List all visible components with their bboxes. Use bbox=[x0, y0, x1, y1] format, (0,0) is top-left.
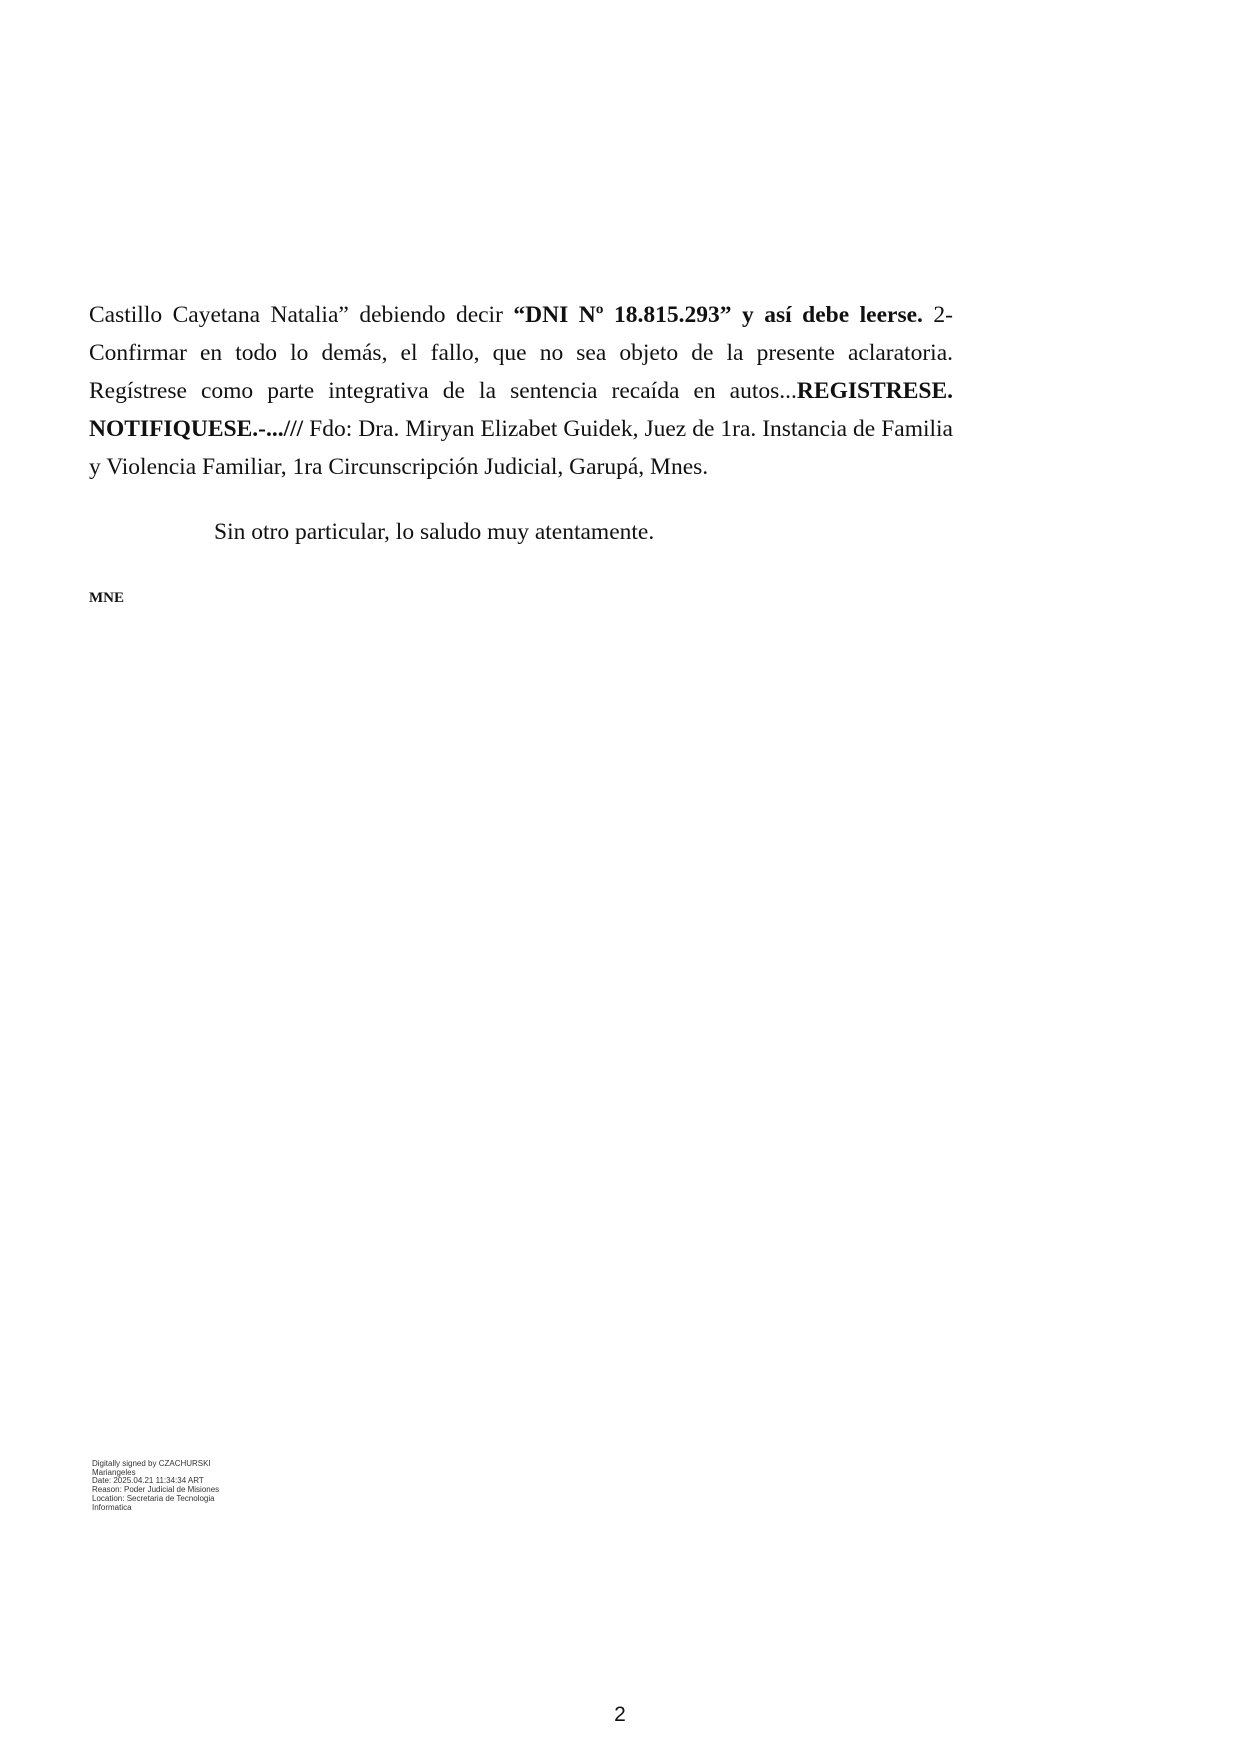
signature-line-6: Informatica bbox=[92, 1502, 132, 1512]
paragraph-bold-registrese: REGISTRESE. NOTIFIQUESE.-.../// bbox=[89, 378, 953, 442]
digital-signature-block bbox=[92, 1460, 252, 1512]
page-number: 2 bbox=[614, 1703, 626, 1726]
paragraph-text-3: Fdo: Dra. Miryan Elizabet Guidek, Juez de 1ra. Instancia de Familia y Violencia Familiar, 1ra Circunscripción Judicial, Garupá, Mnes. bbox=[89, 416, 953, 480]
document-body-paragraph bbox=[89, 296, 953, 486]
signature-line-1: Digitally signed by CZACHURSKI bbox=[92, 1459, 211, 1468]
signature-line-2: Mariangeles bbox=[92, 1467, 136, 1477]
closing-line: Sin otro particular, lo saludo muy atentamente. bbox=[214, 519, 655, 545]
signature-line-5: Location: Secretaria de Tecnologia bbox=[92, 1493, 215, 1503]
signature-line-4: Reason: Poder Judicial de Misiones bbox=[92, 1485, 220, 1495]
paragraph-bold-dni: “DNI Nº 18.815.293” y así debe leerse. bbox=[513, 302, 923, 328]
paragraph-text-2: 2-Confirmar en todo lo demás, el fallo, que no sea objeto de la presente aclaratoria. Regístrese como parte integrativa de la sentencia recaída en autos... bbox=[89, 302, 953, 404]
signature-line-3: Date: 2025.04.21 11:34:34 ART bbox=[92, 1476, 204, 1486]
author-initials: MNE bbox=[89, 590, 124, 606]
paragraph-text-1: Castillo Cayetana Natalia” debiendo decir bbox=[89, 302, 514, 328]
